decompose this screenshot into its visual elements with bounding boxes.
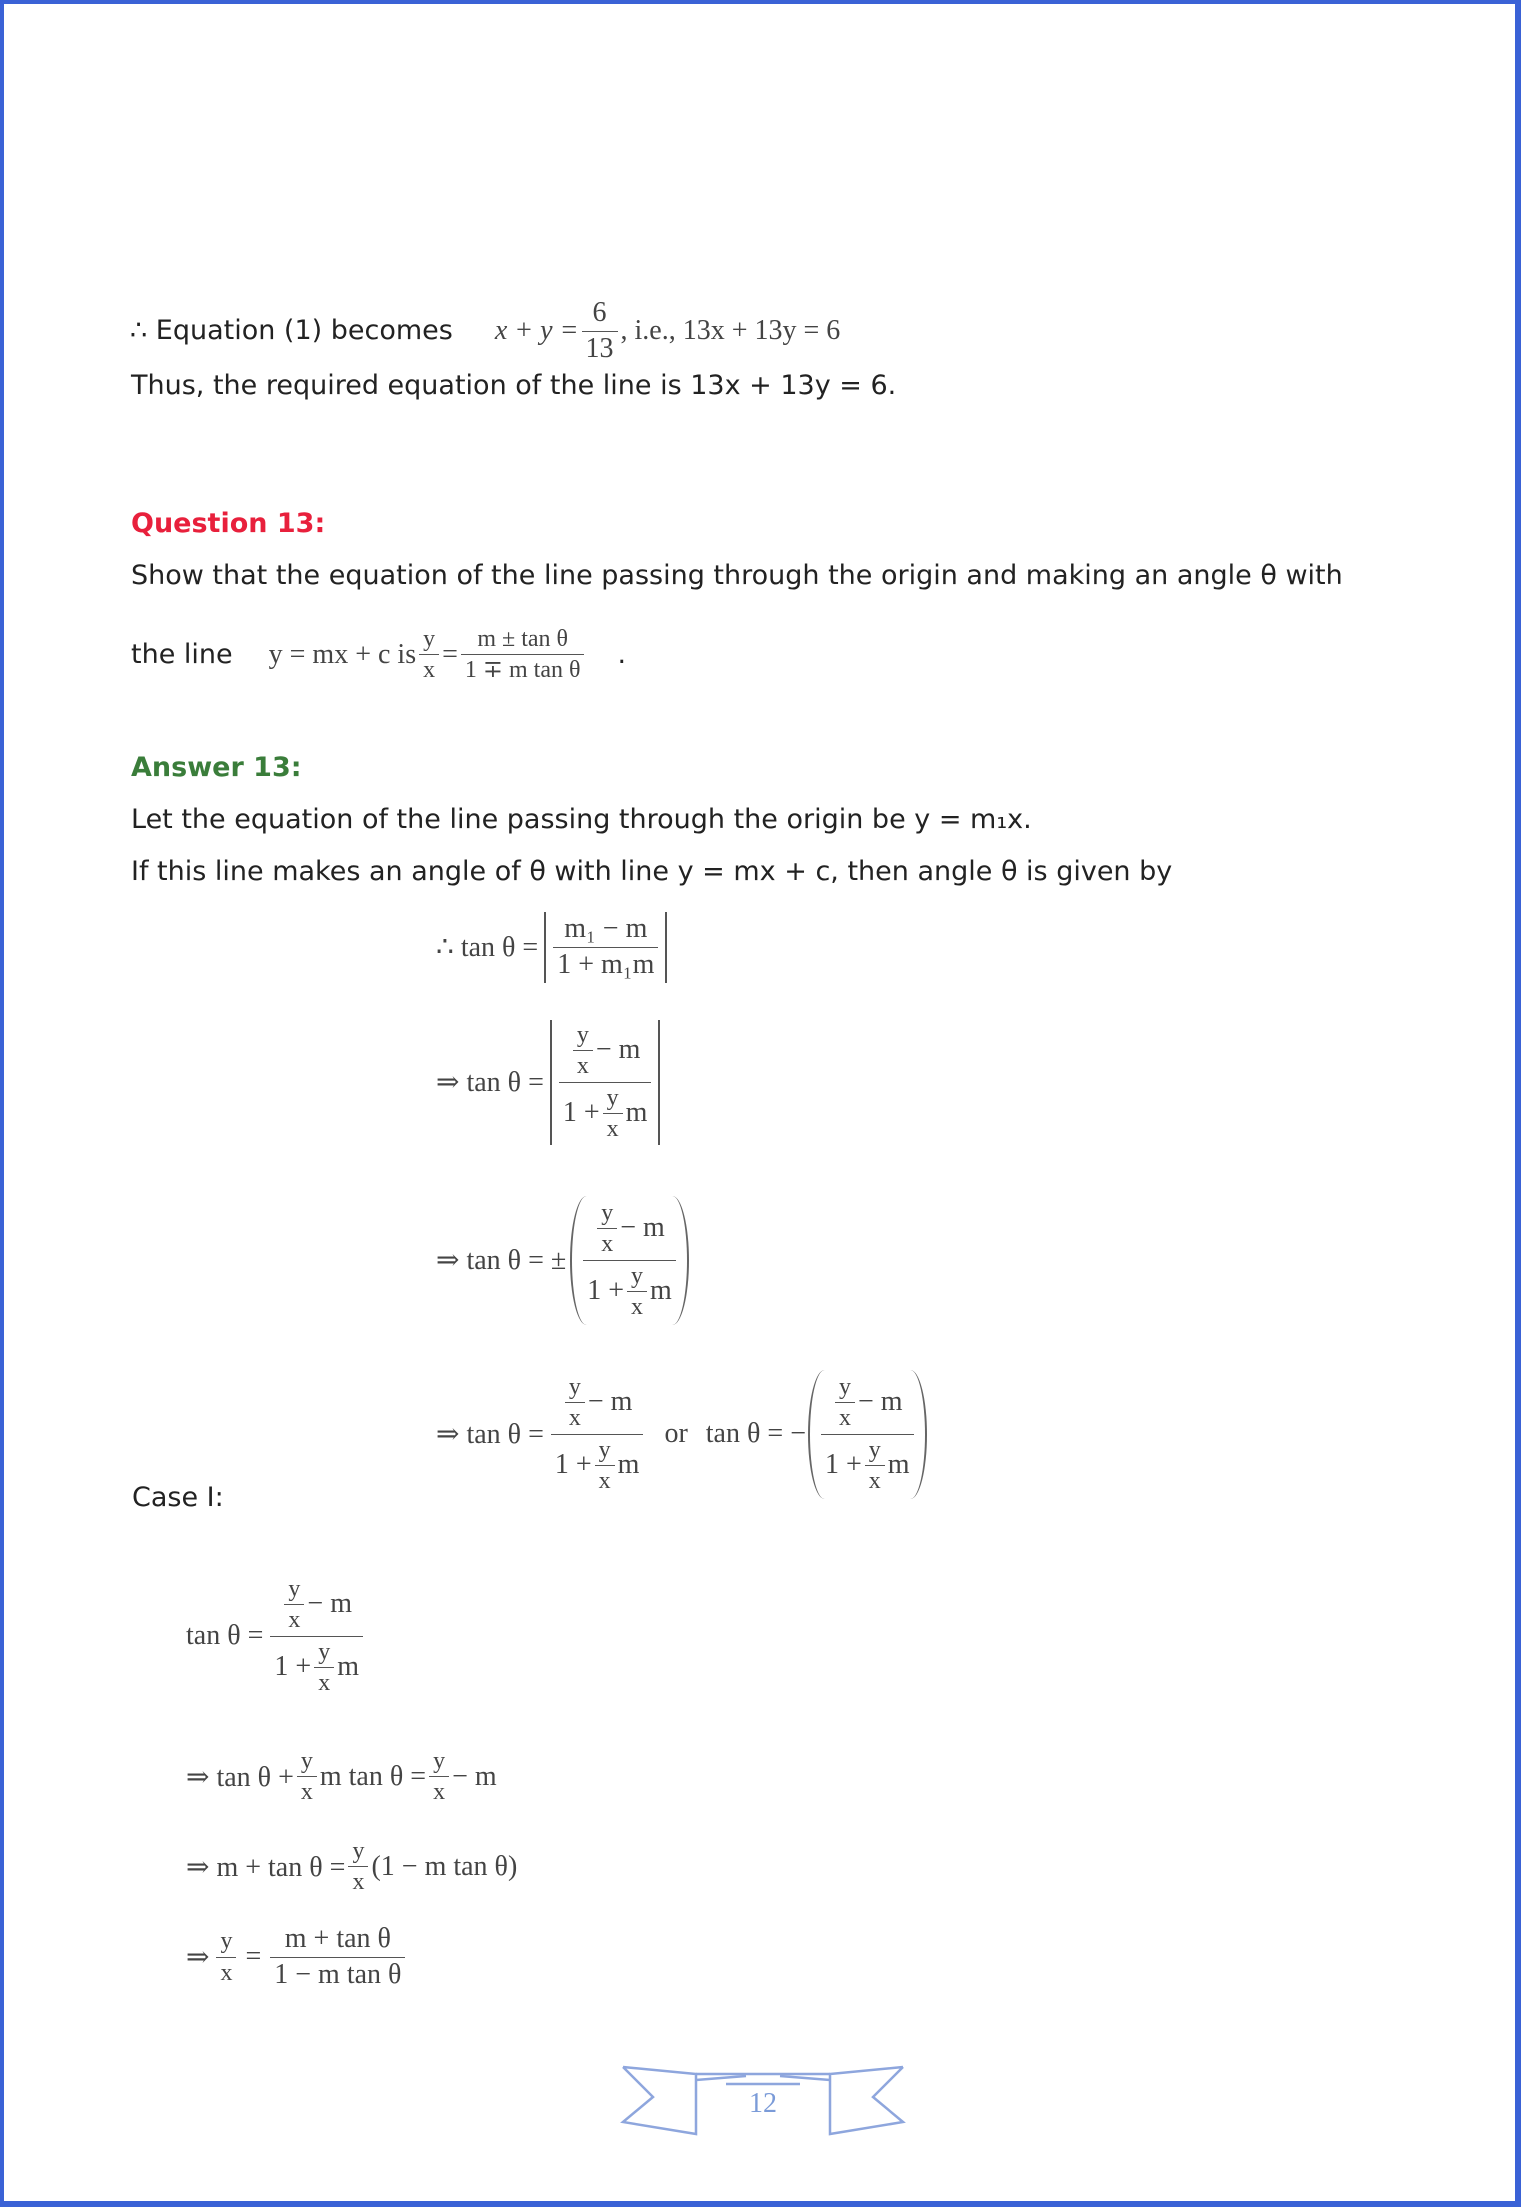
fraction-denominator: 1 + m₁m <box>553 947 658 981</box>
one-plus: 1 + <box>562 1097 600 1129</box>
y: y <box>838 1374 851 1400</box>
step-4-equation <box>436 1370 927 1499</box>
one-plus: 1 + <box>274 1651 312 1683</box>
y: y <box>288 1576 301 1602</box>
step-lhs: ⇒ tan θ = ± <box>436 1245 567 1277</box>
parentheses <box>570 1196 689 1325</box>
fraction-denominator <box>270 1636 363 1697</box>
question-heading: Question 13: <box>131 508 326 539</box>
step-lhs: ⇒ m + tan θ = <box>186 1851 346 1883</box>
y-over-x <box>835 1374 855 1432</box>
y-over-x <box>627 1263 647 1321</box>
equation-becomes-line <box>130 298 840 365</box>
fraction-denominator <box>821 1434 914 1495</box>
x: x <box>603 1113 623 1142</box>
compound-fraction <box>559 1022 652 1143</box>
x: x <box>597 1228 617 1257</box>
formula-lhs: y = mx + c is <box>268 638 417 670</box>
y: y <box>433 1748 446 1774</box>
x: x <box>835 1402 855 1431</box>
fraction-denominator: 1 − m tan θ <box>270 1957 405 1991</box>
x: x <box>865 1465 885 1494</box>
step-lhs: tan θ = <box>186 1620 264 1652</box>
fraction-numerator: m + tan θ <box>284 1923 391 1954</box>
minus-m: − m <box>587 1386 633 1418</box>
result-fraction <box>461 626 585 684</box>
or-text: or <box>664 1418 688 1450</box>
step-lhs: ⇒ tan θ = <box>436 1419 544 1451</box>
y: y <box>568 1374 581 1400</box>
step-end: − m <box>452 1760 497 1792</box>
fraction-numerator <box>277 1576 356 1636</box>
m: m <box>617 1449 640 1481</box>
x: x <box>348 1866 368 1895</box>
y-over-x <box>573 1022 593 1080</box>
fraction-numerator: m ± tan θ <box>477 626 569 652</box>
y-over-x <box>284 1576 304 1634</box>
x: x <box>297 1776 317 1805</box>
y-over-x <box>597 1200 617 1258</box>
absolute-value <box>550 1020 661 1145</box>
m: m <box>887 1449 910 1481</box>
compound-fraction <box>551 1374 644 1495</box>
equation-becomes-label: ∴ Equation (1) becomes <box>130 315 453 347</box>
m: m <box>337 1651 359 1683</box>
x: x <box>595 1465 615 1494</box>
x: x <box>565 1402 585 1431</box>
step-mid: m tan θ = <box>319 1760 427 1792</box>
step-lhs: ⇒ <box>186 1942 210 1974</box>
y-over-x <box>603 1085 623 1143</box>
y-over-x <box>429 1748 449 1806</box>
case1-step-3 <box>186 1838 517 1896</box>
minus-m: − m <box>857 1386 903 1418</box>
fraction <box>553 914 658 981</box>
step-1-equation <box>436 912 667 983</box>
fraction-denominator <box>583 1260 676 1321</box>
y-over-x <box>348 1838 368 1896</box>
fraction-denominator: 13 <box>582 331 618 365</box>
fraction-denominator <box>551 1434 644 1495</box>
step-2-equation <box>436 1020 660 1145</box>
y: y <box>631 1262 644 1289</box>
question-formula <box>269 626 588 684</box>
y-over-x <box>595 1437 615 1495</box>
y-over-x-fraction <box>419 626 439 684</box>
minus-m: − m <box>307 1588 352 1620</box>
minus-m: − m <box>595 1034 641 1066</box>
fraction-denominator: x <box>419 654 439 683</box>
page-number-ribbon <box>618 2062 908 2142</box>
y: y <box>300 1748 313 1774</box>
compound-fraction <box>583 1200 676 1321</box>
step-lhs: ∴ tan θ = <box>436 932 539 964</box>
y-over-x <box>865 1437 885 1495</box>
x: x <box>314 1667 334 1696</box>
x: x <box>216 1957 236 1986</box>
x: x <box>573 1050 593 1079</box>
y: y <box>352 1838 365 1864</box>
absolute-value <box>544 912 667 983</box>
fraction-numerator: y <box>423 626 436 652</box>
answer-text-line1: Let the equation of the line passing through the origin be y = m₁x. <box>131 804 1032 835</box>
fraction-denominator: 1 ∓ m tan θ <box>461 654 585 683</box>
math-rest: , i.e., 13x + 13y = 6 <box>620 315 841 347</box>
conclusion-text: Thus, the required equation of the line is 13x + 13y = 6. <box>131 370 897 401</box>
fraction-numerator <box>590 1200 669 1260</box>
y: y <box>220 1928 233 1955</box>
step-lhs: ⇒ tan θ + <box>186 1761 294 1793</box>
answer-heading: Answer 13: <box>131 752 302 783</box>
parentheses <box>808 1370 927 1499</box>
fraction-numerator <box>828 1374 907 1434</box>
case1-step-4 <box>186 1924 408 1991</box>
one-plus: 1 + <box>587 1275 625 1307</box>
y-over-x <box>216 1928 236 1986</box>
answer-text-line2: If this line makes an angle of θ with line y = mx + c, then angle θ is given by <box>131 856 1173 887</box>
y-over-x <box>297 1748 317 1806</box>
y: y <box>598 1436 611 1463</box>
y-over-x <box>314 1639 334 1697</box>
fraction-numerator <box>566 1022 645 1082</box>
y-over-x <box>565 1374 585 1432</box>
question-line2-suffix: . <box>617 638 627 670</box>
question-text-line2 <box>131 626 626 684</box>
m: m <box>625 1097 648 1129</box>
case1-step-1 <box>186 1576 366 1697</box>
y: y <box>606 1084 619 1111</box>
y: y <box>601 1200 614 1226</box>
y: y <box>576 1022 589 1048</box>
x: x <box>627 1291 647 1320</box>
question-line2-prefix: the line <box>131 638 233 670</box>
result-fraction <box>270 1924 405 1991</box>
case1-step-2 <box>186 1748 497 1806</box>
one-plus: 1 + <box>554 1449 592 1481</box>
page-number: 12 <box>749 2088 777 2119</box>
y: y <box>868 1436 881 1463</box>
compound-fraction <box>270 1576 363 1697</box>
math-expression <box>495 298 840 365</box>
math-lhs: x + y = <box>494 315 579 347</box>
equals-sign: = <box>442 638 458 670</box>
fraction-numerator: 6 <box>592 297 607 328</box>
fraction <box>582 298 618 365</box>
compound-fraction <box>821 1374 914 1495</box>
one-plus: 1 + <box>824 1449 862 1481</box>
y: y <box>318 1638 331 1665</box>
step-3-equation <box>436 1196 689 1325</box>
fraction-numerator <box>558 1374 637 1434</box>
question-text-line1: Show that the equation of the line passing through the origin and making an angle θ with <box>131 560 1343 591</box>
case-label: Case I: <box>132 1482 224 1513</box>
step-end: (1 − m tan θ) <box>371 1850 518 1882</box>
m: m <box>650 1275 672 1307</box>
step-lhs: ⇒ tan θ = <box>436 1067 544 1099</box>
step-rhs-lhs: tan θ = − <box>705 1418 806 1450</box>
minus-m: − m <box>620 1212 665 1244</box>
x: x <box>429 1776 449 1805</box>
fraction-numerator: m₁ − m <box>564 913 648 944</box>
equals-sign: = <box>245 1941 262 1973</box>
fraction-denominator <box>559 1082 652 1143</box>
x: x <box>284 1604 304 1633</box>
